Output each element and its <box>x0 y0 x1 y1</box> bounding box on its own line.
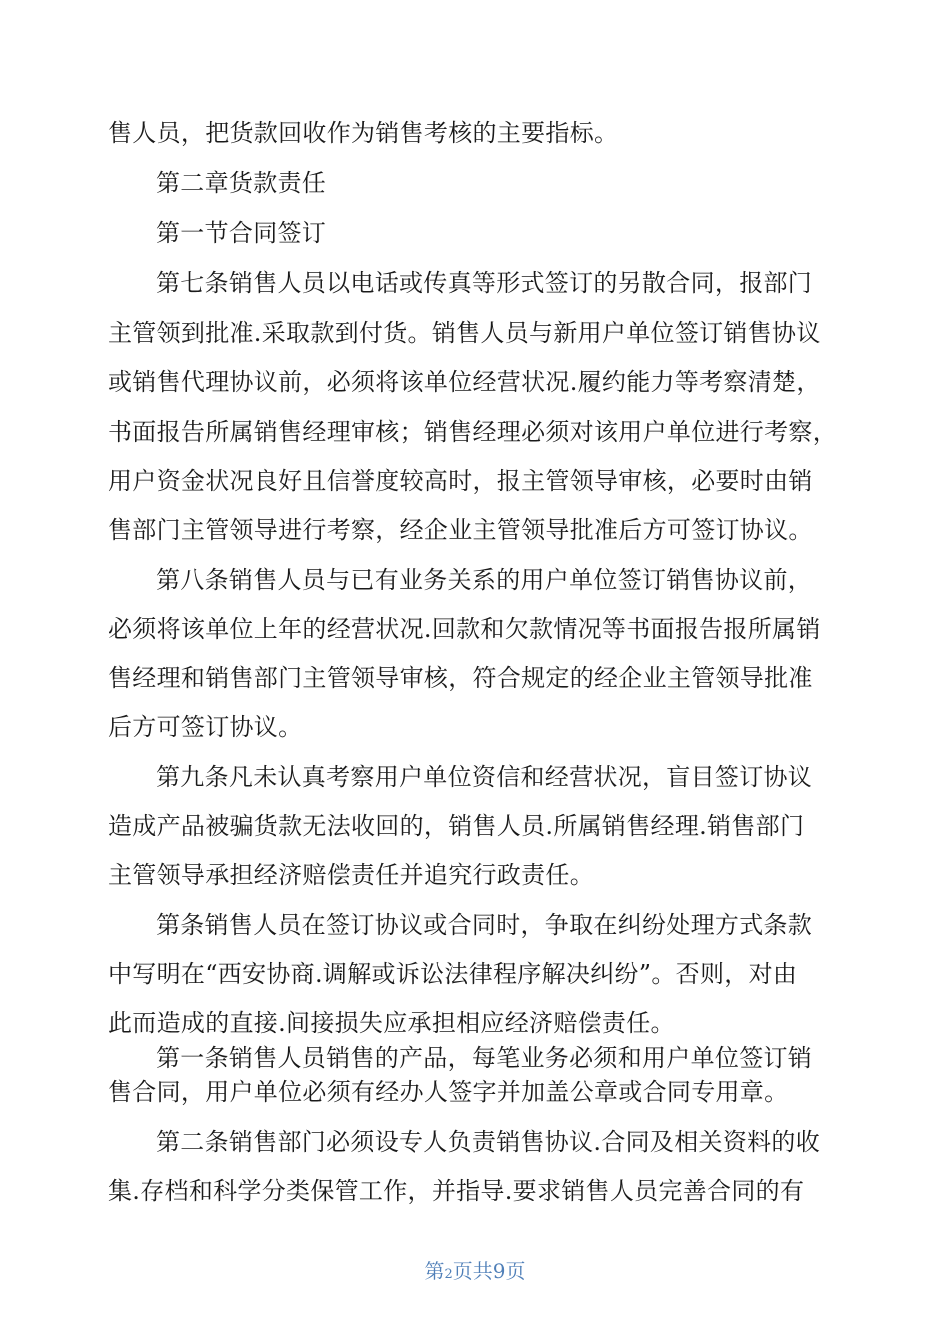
text-line: 此而造成的直接.间接损失应承担相应经济赔偿责任。 <box>108 1009 675 1037</box>
text-line: 售经理和销售部门主管领导审核，符合规定的经企业主管领导批准 <box>108 664 813 692</box>
text-line: 后方可签订协议。 <box>108 713 303 741</box>
text-line: 售部门主管领导进行考察，经企业主管领导批准后方可签订协议。 <box>108 516 813 544</box>
text-line: 第七条销售人员以电话或传真等形式签订的另散合同，报部门 <box>156 269 813 297</box>
text-line: 主管领导承担经济赔偿责任并追究行政责任。 <box>108 861 594 889</box>
text-line: 主管领到批准.采取款到付货。销售人员与新用户单位签订销售协议 <box>108 319 821 347</box>
text-line: 第条销售人员在签订协议或合同时，争取在纠纷处理方式条款 <box>156 911 813 939</box>
text-line: 用户资金状况良好且信誉度较高时，报主管领导审核，必要时由销 <box>108 467 813 495</box>
footer-suffix: 页 <box>505 1259 526 1283</box>
text-line: 书面报告所属销售经理审核；销售经理必须对该用户单位进行考察， <box>108 418 837 446</box>
text-line: 造成产品被骗货款无法收回的，销售人员.所属销售经理.销售部门 <box>108 812 805 840</box>
page-number-footer <box>0 1258 950 1288</box>
text-line: 第九条凡未认真考察用户单位资信和经营状况，盲目签订协议 <box>156 763 813 791</box>
text-line: 售人员，把货款回收作为销售考核的主要指标。 <box>108 119 619 147</box>
footer-prefix: 第 <box>424 1259 445 1283</box>
text-line: 或销售代理协议前，必须将该单位经营状况.履约能力等考察清楚， <box>108 368 821 396</box>
text-line: 第一条销售人员销售的产品，每笔业务必须和用户单位签订销 <box>156 1044 813 1072</box>
text-line: 必须将该单位上年的经营状况.回款和欠款情况等书面报告报所属销 <box>108 615 821 643</box>
footer-total-pages: 9 <box>492 1259 506 1283</box>
text-line: 第八条销售人员与已有业务关系的用户单位签订销售协议前， <box>156 566 813 594</box>
chapter-heading: 第二章货款责任 <box>156 169 327 197</box>
footer-current-page: 2 <box>444 1267 453 1282</box>
text-line: 中写明在“西安协商.调解或诉讼法律程序解决纠纷”。否则，对由 <box>108 960 798 988</box>
text-line: 集.存档和科学分类保管工作，并指导.要求销售人员完善合同的有 <box>108 1177 805 1205</box>
text-line: 售合同，用户单位必须有经办人签字并加盖公章或合同专用章。 <box>108 1078 789 1106</box>
footer-middle: 页共 <box>452 1259 493 1283</box>
text-line: 第二条销售部门必须设专人负责销售协议.合同及相关资料的收 <box>156 1128 821 1156</box>
section-heading: 第一节合同签订 <box>156 219 327 247</box>
